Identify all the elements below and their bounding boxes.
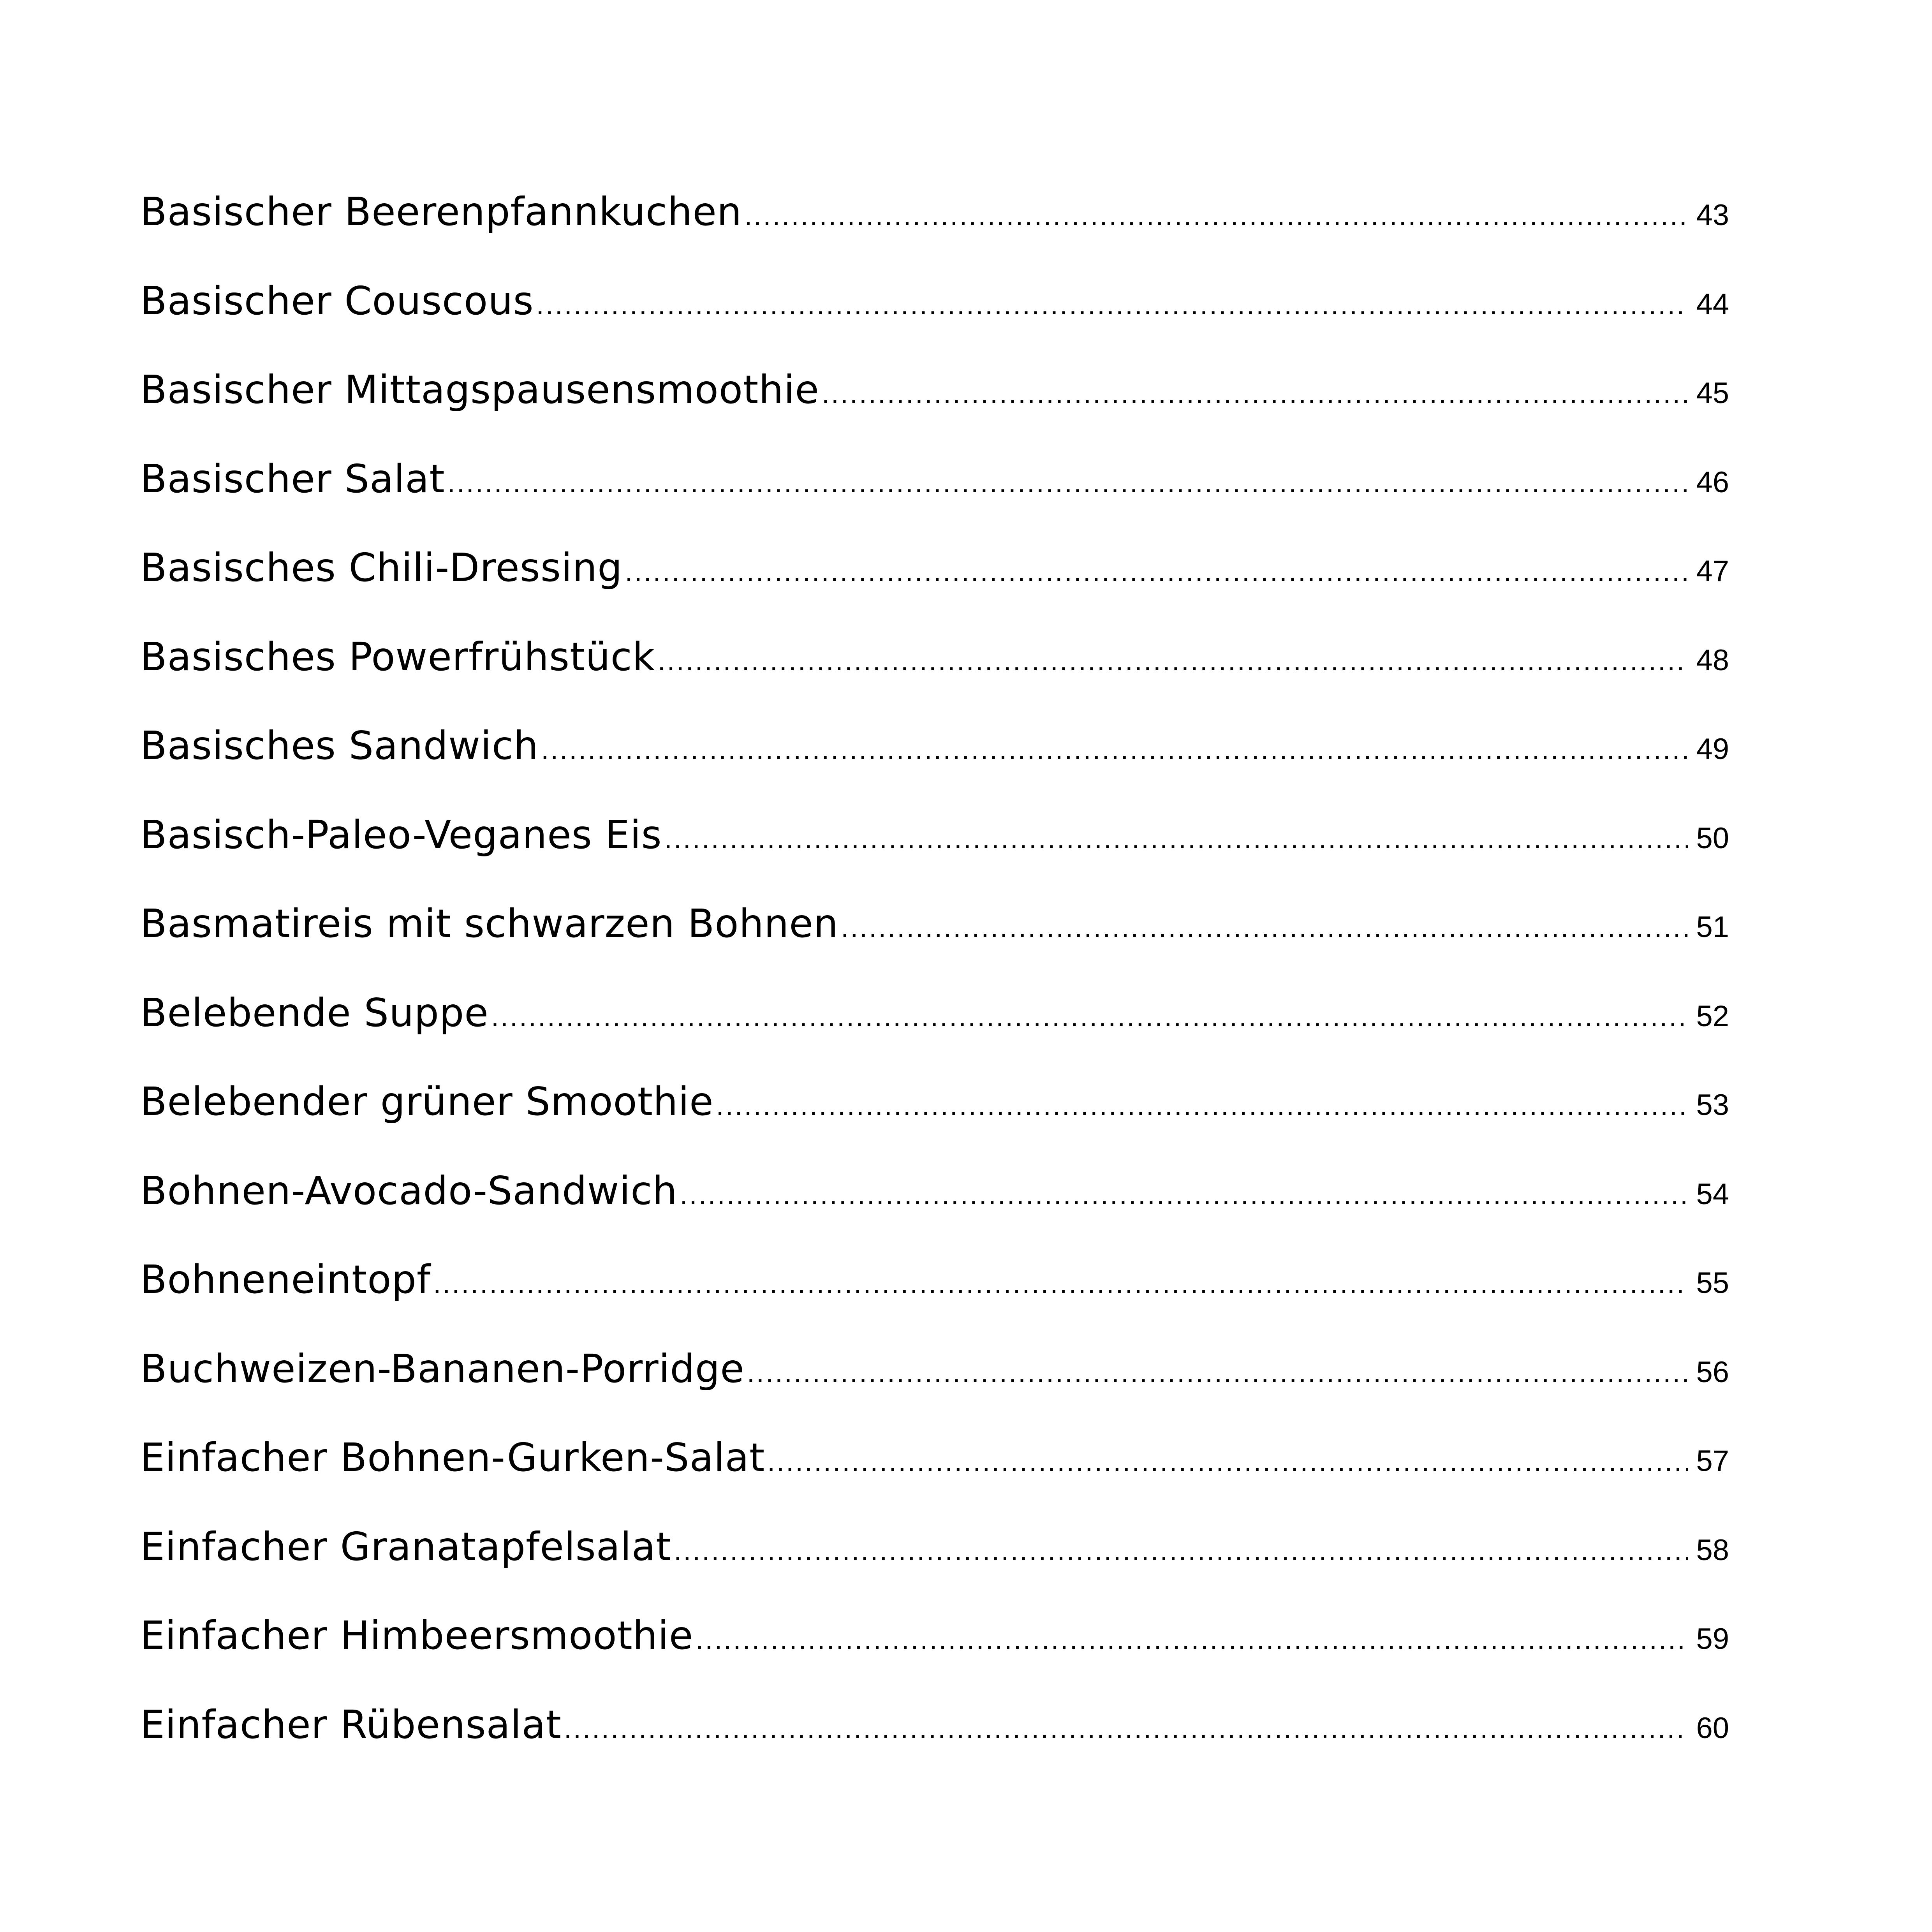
dot-leader: [541, 705, 1688, 794]
toc-entry-title: Basischer Salat: [140, 456, 445, 502]
toc-entry-title: Bohnen-Avocado-Sandwich: [140, 1168, 678, 1213]
dot-leader: [658, 616, 1688, 706]
toc-entry-title: Basisch-Paleo-Veganes Eis: [140, 812, 662, 858]
toc-entry-page: 54: [1696, 1177, 1729, 1211]
dot-leader: [564, 1684, 1688, 1773]
toc-entry-title: Belebender grüner Smoothie: [140, 1079, 714, 1124]
dot-leader: [822, 349, 1688, 439]
dot-leader: [841, 883, 1688, 972]
toc-entry-page: 46: [1696, 465, 1729, 499]
toc-entry: [140, 1502, 1729, 1592]
toc-entry-title: Bohneneintopf: [140, 1257, 431, 1302]
dot-leader: [680, 1150, 1688, 1240]
toc-entry-page: 55: [1696, 1266, 1729, 1300]
toc-entry-title: Einfacher Himbeersmoothie: [140, 1613, 694, 1658]
dot-leader: [447, 439, 1688, 528]
toc-entry: [140, 1147, 1729, 1236]
toc-entry-title: Buchweizen-Bananen-Porridge: [140, 1346, 745, 1391]
toc-entry-title: Basischer Couscous: [140, 278, 534, 324]
toc-entry-page: 49: [1696, 733, 1729, 766]
toc-entry-page: 51: [1696, 911, 1729, 944]
toc-entry-title: Basmatireis mit schwarzen Bohnen: [140, 901, 839, 946]
dot-leader: [747, 1328, 1688, 1418]
toc-entry-title: Basischer Mittagspausensmoothie: [140, 367, 819, 412]
toc-entry-page: 59: [1696, 1622, 1729, 1655]
toc-entry-page: 53: [1696, 1088, 1729, 1122]
toc-entry-page: 56: [1696, 1355, 1729, 1389]
toc-entry: [140, 345, 1729, 435]
toc-entry: [140, 701, 1729, 791]
toc-entry: [140, 167, 1729, 257]
toc-entry: [140, 523, 1729, 613]
toc-entry: [140, 1680, 1729, 1770]
toc-entry: [140, 613, 1729, 702]
dot-leader: [744, 171, 1688, 261]
toc-entry: [140, 879, 1729, 969]
toc-entry: [140, 1235, 1729, 1324]
toc-entry-page: 52: [1696, 999, 1729, 1033]
toc-entry-page: 43: [1696, 199, 1729, 232]
toc-entry: [140, 1413, 1729, 1502]
toc-entry: [140, 1591, 1729, 1680]
toc-entry-page: 58: [1696, 1533, 1729, 1567]
toc-entry: [140, 969, 1729, 1058]
toc-entry: [140, 1057, 1729, 1147]
toc-entry-title: Basisches Powerfrühstück: [140, 634, 655, 680]
toc-entry-title: Einfacher Bohnen-Gurken-Salat: [140, 1435, 765, 1480]
toc-entry-title: Belebende Suppe: [140, 990, 489, 1036]
toc-entry-title: Basisches Sandwich: [140, 723, 539, 768]
dot-leader: [491, 972, 1688, 1062]
dot-leader: [433, 1239, 1688, 1328]
dot-leader: [674, 1506, 1688, 1596]
toc-entry-page: 44: [1696, 287, 1729, 321]
dot-leader: [625, 527, 1688, 616]
toc-entry-page: 50: [1696, 821, 1729, 855]
toc-entry-title: Basischer Beerenpfannkuchen: [140, 189, 742, 234]
toc-entry-page: 48: [1696, 643, 1729, 677]
toc-entry-title: Einfacher Rübensalat: [140, 1701, 562, 1747]
toc-entry-title: Einfacher Granatapfelsalat: [140, 1523, 672, 1569]
dot-leader: [696, 1595, 1688, 1684]
dot-leader: [536, 261, 1688, 350]
dot-leader: [716, 1061, 1688, 1150]
toc-entry-title: Basisches Chili-Dressing: [140, 545, 623, 590]
dot-leader: [664, 794, 1688, 884]
table-of-contents: [140, 167, 1729, 1769]
toc-entry-page: 57: [1696, 1444, 1729, 1478]
dot-leader: [767, 1417, 1688, 1506]
toc-entry: [140, 791, 1729, 880]
toc-entry-page: 60: [1696, 1711, 1729, 1745]
toc-entry: [140, 435, 1729, 524]
toc-entry-page: 45: [1696, 377, 1729, 410]
toc-entry-page: 47: [1696, 555, 1729, 588]
toc-entry: [140, 257, 1729, 346]
toc-entry: [140, 1324, 1729, 1414]
